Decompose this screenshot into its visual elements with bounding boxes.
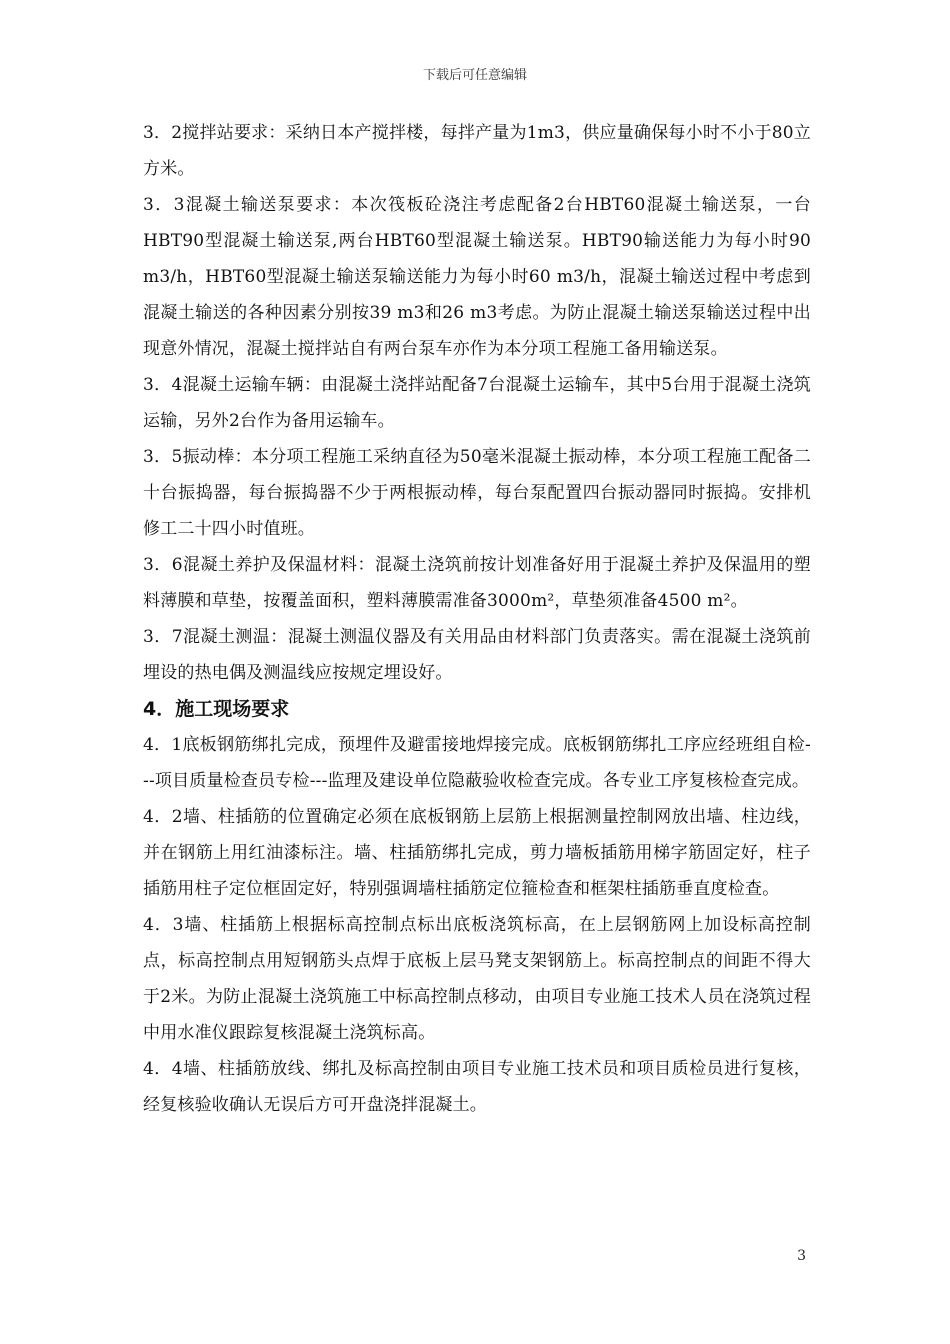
paragraph-3-4: 3．4混凝土运输车辆：由混凝土浇拌站配备7台混凝土运输车，其中5台用于混凝土浇筑运输，另外2台作为备用运输车。: [143, 375, 811, 431]
page-number: 3: [797, 1248, 806, 1264]
paragraph-3-5: 3．5振动棒：本分项工程施工采纳直径为50毫米混凝土振动棒，本分项工程施工配备二十台振捣器，每台振捣器不少于两根振动棒，每台泵配置四台振动器同时振捣。安排机修工二十四小时值班。: [143, 447, 811, 539]
paragraph-3-6: 3．6混凝土养护及保温材料：混凝土浇筑前按计划准备好用于混凝土养护及保温用的塑料薄膜和草垫，按覆盖面积，塑料薄膜需准备3000m²，草垫须准备4500 m²。: [143, 555, 811, 611]
section-4-heading: 4．施工现场要求: [143, 698, 290, 720]
paragraph-4-2: 4．2墙、柱插筋的位置确定必须在底板钢筋上层筋上根据测量控制网放出墙、柱边线，并在钢筋上用红油漆标注。墙、柱插筋绑扎完成，剪力墙板插筋用梯字筋固定好，柱子插筋用柱子定位框固定好，特别强调墙柱插筋定位箍检查和框架柱插筋垂直度检查。: [143, 807, 811, 899]
paragraph-3-3: 3．3混凝土输送泵要求：本次筏板砼浇注考虑配备2台HBT60混凝土输送泵，一台HBT90型混凝土输送泵,两台HBT60型混凝土输送泵。HBT90输送能力为每小时90 m3/h，HBT60型混凝土输送泵输送能力为每小时60 m3/h，混凝土输送过程中考虑到混凝土输送的各种因素分别按39 m3和26 m3考虑。为防止混凝土输送泵输送过程中出现意外情况，混凝土搅拌站自有两台泵车亦作为本分项工程施工备用输送泵。: [143, 195, 811, 359]
paragraph-4-1: 4．1底板钢筋绑扎完成，预埋件及避雷接地焊接完成。底板钢筋绑扎工序应经班组自检---项目质量检查员专检---监理及建设单位隐蔽验收检查完成。各专业工序复核检查完成。: [143, 735, 811, 791]
page-header: 下载后可任意编辑: [422, 68, 527, 83]
paragraph-4-4: 4．4墙、柱插筋放线、绑扎及标高控制由项目专业施工技术员和项目质检员进行复核，经复核验收确认无误后方可开盘浇拌混凝土。: [143, 1059, 811, 1115]
paragraph-3-2: 3．2搅拌站要求：采纳日本产搅拌楼，每拌产量为1m3，供应量确保每小时不小于80立方米。: [143, 123, 811, 179]
page-content: [143, 115, 811, 1123]
paragraph-4-3: 4．3墙、柱插筋上根据标高控制点标出底板浇筑标高，在上层钢筋网上加设标高控制点，标高控制点用短钢筋头点焊于底板上层马凳支架钢筋上。标高控制点的间距不得大于2米。为防止混凝土浇筑施工中标高控制点移动，由项目专业施工技术人员在浇筑过程中用水准仪跟踪复核混凝土浇筑标高。: [143, 915, 811, 1043]
paragraph-3-7: 3．7混凝土测温：混凝土测温仪器及有关用品由材料部门负责落实。需在混凝土浇筑前埋设的热电偶及测温线应按规定埋设好。: [143, 627, 811, 683]
